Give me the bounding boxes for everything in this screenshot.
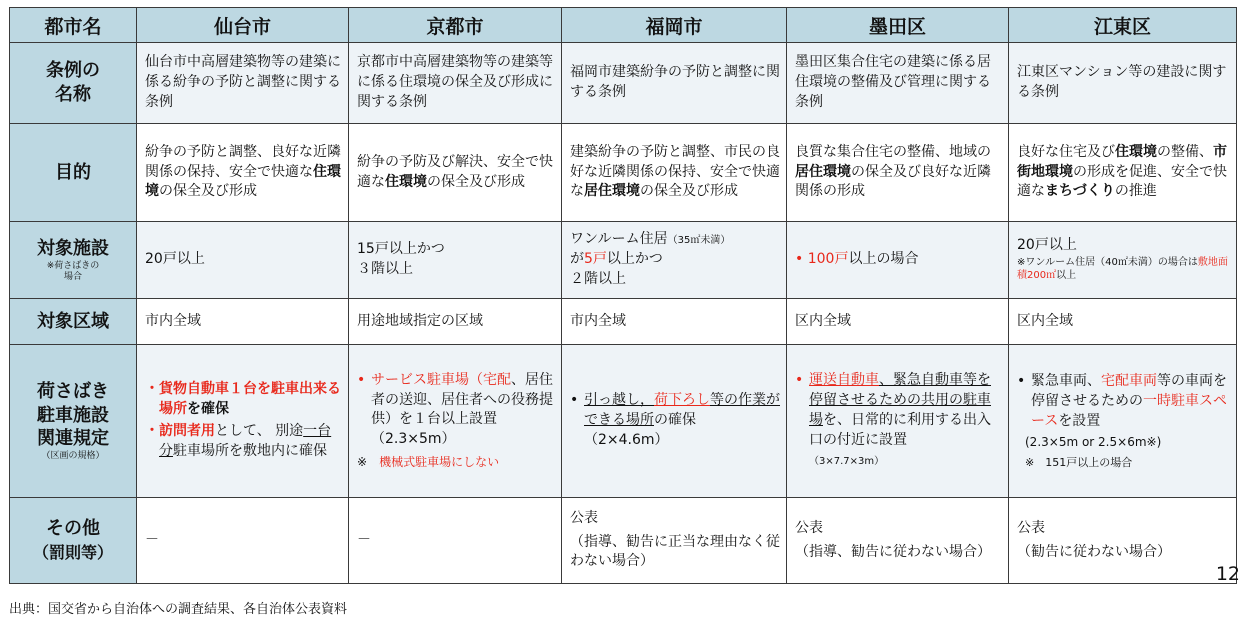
label-note: ※荷さばきの 場合 (46, 260, 100, 282)
text: 公表 (570, 509, 598, 526)
text: の推進 (1114, 183, 1157, 200)
label-line: 条例の (46, 60, 100, 82)
text: ワンルーム住居 (570, 231, 668, 248)
cell-fukuoka-name: 福岡市建築紛争の予防と調整に関する条例 (562, 43, 787, 124)
bold-text: 住環境 (145, 163, 341, 200)
header-sendai: 仙台市 (137, 8, 349, 43)
row-loading-parking (10, 345, 1237, 498)
text: 良質な集合住宅の整備、地域の (795, 143, 991, 160)
row-ordinance-name (10, 43, 1237, 124)
cell-sumida-area: 区内全域 (787, 299, 1009, 345)
text: 紛争の予防と調整、良好な近隣関係の保持、安全で快適な (145, 143, 341, 180)
text: （指導、勧告に従わない場合） (795, 543, 991, 560)
cell-kyoto-purpose (349, 124, 562, 222)
cell-kyoto-area: 用途地域指定の区域 (349, 299, 562, 345)
red-text: 5戸 (584, 251, 607, 268)
row-target-area (10, 299, 1237, 345)
header-city-label: 都市名 (10, 8, 137, 43)
text: 建築紛争の予防と調整、市民の良好な近隣関係の保持、安全で快適な (570, 143, 780, 200)
text: ２階以上 (570, 270, 626, 287)
red-text: 100戸 (807, 251, 849, 268)
label-line: 関連規定 (37, 428, 109, 450)
text: 紛争の予防及び解決、安全で快適な (357, 153, 553, 190)
cell-sendai-purpose (137, 124, 349, 222)
header-koto: 江東区 (1009, 8, 1237, 43)
bullet: • (795, 251, 804, 268)
page-number: 12 (1215, 563, 1240, 585)
text: （勧告に従わない場合） (1017, 543, 1171, 560)
cell-sumida-other (787, 498, 1009, 584)
comparison-table (9, 7, 1237, 584)
cell-koto-area: 区内全域 (1009, 299, 1237, 345)
cell-kyoto-other: － (349, 498, 562, 584)
text: 公表 (1017, 519, 1045, 536)
text: 公表 (795, 519, 823, 536)
text: 良好な住宅及び (1017, 143, 1115, 160)
bold-text: 居住環境 (584, 183, 640, 200)
cell-sendai-facility: 20戸以上 (137, 222, 349, 299)
label-line: 駐車施設 (37, 404, 109, 426)
bullet-item: • 運送自動車、緊急自動車等を停留させるための共用の駐車場を、日常的に利用する出入口の付近に設置 （3×7.7×3m） (795, 372, 991, 467)
cell-fukuoka-loading (562, 345, 787, 498)
text: が (570, 251, 584, 268)
cell-sumida-loading (787, 345, 1009, 498)
header-sumida: 墨田区 (787, 8, 1009, 43)
text: 以上の場合 (848, 251, 919, 268)
header-row (10, 8, 1237, 43)
label-line: 荷さばき (37, 380, 109, 402)
note-text: ※ワンルーム住居（40㎡未満）の場合は敷地面積200㎡以上 (1017, 256, 1228, 281)
text-line: 15戸以上かつ (357, 241, 445, 258)
row-label-target-facility (10, 222, 137, 299)
cell-kyoto-name: 京都市中高層建築物等の建築等に係る住環境の保全及び形成に関する条例 (349, 43, 562, 124)
label-line: その他 (46, 517, 100, 539)
bold-text: 市街地環境 (1017, 143, 1227, 180)
text: 20戸以上 (1017, 236, 1077, 253)
bold-text: まちづくり (1045, 183, 1115, 200)
cell-koto-facility (1009, 222, 1237, 299)
row-label-target-area: 対象区域 (10, 299, 137, 345)
note-line: ※ 機械式駐車場にしない (357, 455, 500, 470)
row-label-other (10, 498, 137, 584)
bold-text: 住環境 (385, 173, 427, 190)
row-label-purpose: 目的 (10, 124, 137, 222)
text-line: ３階以上 (357, 261, 413, 277)
cell-sumida-name: 墨田区集合住宅の建築に係る居住環境の整備及び管理に関する条例 (787, 43, 1009, 124)
text: の保全及び良好な近隣関係の形成 (795, 163, 991, 200)
cell-koto-loading (1009, 345, 1237, 498)
cell-sendai-loading (137, 345, 349, 498)
condition-note: ※ 151戸以上の場合 (1025, 455, 1133, 469)
cell-fukuoka-other (562, 498, 787, 584)
cell-sumida-facility (787, 222, 1009, 299)
size-note: (2.3×5m or 2.5×6m※) (1025, 435, 1162, 450)
header-fukuoka: 福岡市 (562, 8, 787, 43)
text: の整備、 (1157, 143, 1213, 160)
cell-sumida-purpose (787, 124, 1009, 222)
cell-kyoto-facility (349, 222, 562, 299)
row-label-ordinance-name (10, 43, 137, 124)
bullet-item: • サービス駐車場（宅配、居住者の送迎、居住者への役務提供）を１台以上設置（2.3×5m） (357, 371, 553, 448)
bold-text: 居住環境 (795, 163, 851, 180)
row-target-facility (10, 222, 1237, 299)
cell-fukuoka-facility (562, 222, 787, 299)
header-kyoto: 京都市 (349, 8, 562, 43)
bullet-item: ・ 訪問者用として、 別途一台分駐車場所を敷地内に確保 (145, 423, 332, 459)
note-text: （35㎡未満） (667, 235, 731, 247)
bullet-item: • 緊急車両、宅配車両等の車両を停留させるための一時駐車スペースを設置 (1017, 372, 1227, 429)
bold-text: 住環境 (1115, 143, 1157, 160)
label-text: 対象施設 (37, 237, 109, 259)
cell-sendai-other: － (137, 498, 349, 584)
row-purpose (10, 124, 1237, 222)
cell-koto-name: 江東区マンション等の建設に関する条例 (1009, 43, 1237, 124)
text: の保全及び形成 (427, 173, 525, 190)
cell-sendai-name: 仙台市中高層建築物等の建築に係る紛争の予防と調整に関する条例 (137, 43, 349, 124)
cell-fukuoka-purpose (562, 124, 787, 222)
label-note: （区画の規格） (41, 451, 105, 461)
cell-sendai-area: 市内全域 (137, 299, 349, 345)
text: の保全及び形成 (159, 183, 257, 200)
source-footer: 出典：国交省から自治体への調査結果、各自治体公表資料 (9, 602, 348, 617)
text: 以上かつ (606, 251, 663, 268)
text: の形成を促進、安全で快適な (1017, 163, 1227, 200)
label-line: （罰則等） (32, 542, 113, 562)
text: の保全及び形成 (640, 183, 738, 200)
text: （指導、勧告に正当な理由なく従わない場合） (570, 533, 780, 570)
bullet-item: • 引っ越し，荷下ろし等の作業ができる場所の確保 （2×4.6m） (570, 392, 780, 448)
row-label-loading-parking (10, 345, 137, 498)
cell-fukuoka-area: 市内全域 (562, 299, 787, 345)
row-other (10, 498, 1237, 584)
cell-koto-purpose (1009, 124, 1237, 222)
cell-koto-other (1009, 498, 1237, 584)
cell-kyoto-loading (349, 345, 562, 498)
bullet-item: ・ 貨物自動車１台を駐車出来る場所を確保 (145, 381, 341, 418)
label-line: 名称 (55, 84, 91, 105)
